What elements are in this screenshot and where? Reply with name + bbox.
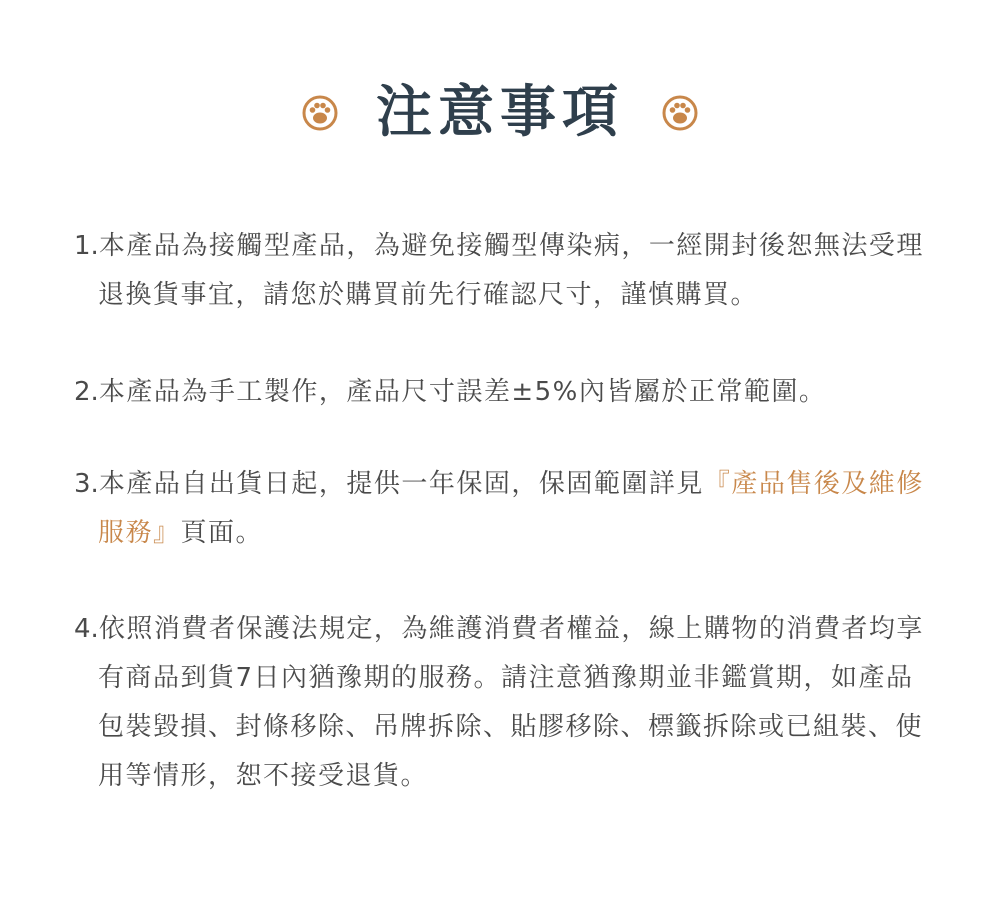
note-item-3 — [74, 460, 934, 558]
note-number: 4. — [74, 614, 99, 644]
note-text: 本產品為接觸型產品，為避免接觸型傳染病，一經開封後恕無法受理退換貨事宜，請您於購買前先行確認尺寸，謹慎購買。 — [98, 231, 924, 310]
paw-icon — [302, 95, 338, 131]
after-sales-service-link[interactable]: 『產品售後及維修服務』 — [98, 469, 924, 548]
note-item-2 — [74, 368, 934, 417]
notes-list — [74, 222, 934, 801]
note-item-4 — [74, 605, 934, 801]
note-text: 本產品自出貨日起，提供一年保固，保固範圍詳見 — [98, 469, 704, 499]
page-title: 注意事項 — [376, 80, 624, 145]
note-text: 本產品為手工製作，產品尺寸誤差±5%內皆屬於正常範圍。 — [98, 377, 827, 407]
note-number: 3. — [74, 469, 99, 499]
note-text: 依照消費者保護法規定，為維護消費者權益，線上購物的消費者均享有商品到貨7日內猶豫期的服務。請注意猶豫期並非鑑賞期，如產品包裝毀損、封條移除、吊牌拆除、貼膠移除、標籤拆除或已組裝、使用等情形，恕不接受退貨。 — [98, 614, 924, 791]
note-number: 2. — [74, 377, 99, 407]
paw-icon — [662, 95, 698, 131]
title-row — [0, 78, 1000, 148]
note-number: 1. — [74, 231, 99, 261]
note-text-suffix: 頁面。 — [180, 518, 264, 548]
note-item-1 — [74, 222, 934, 320]
